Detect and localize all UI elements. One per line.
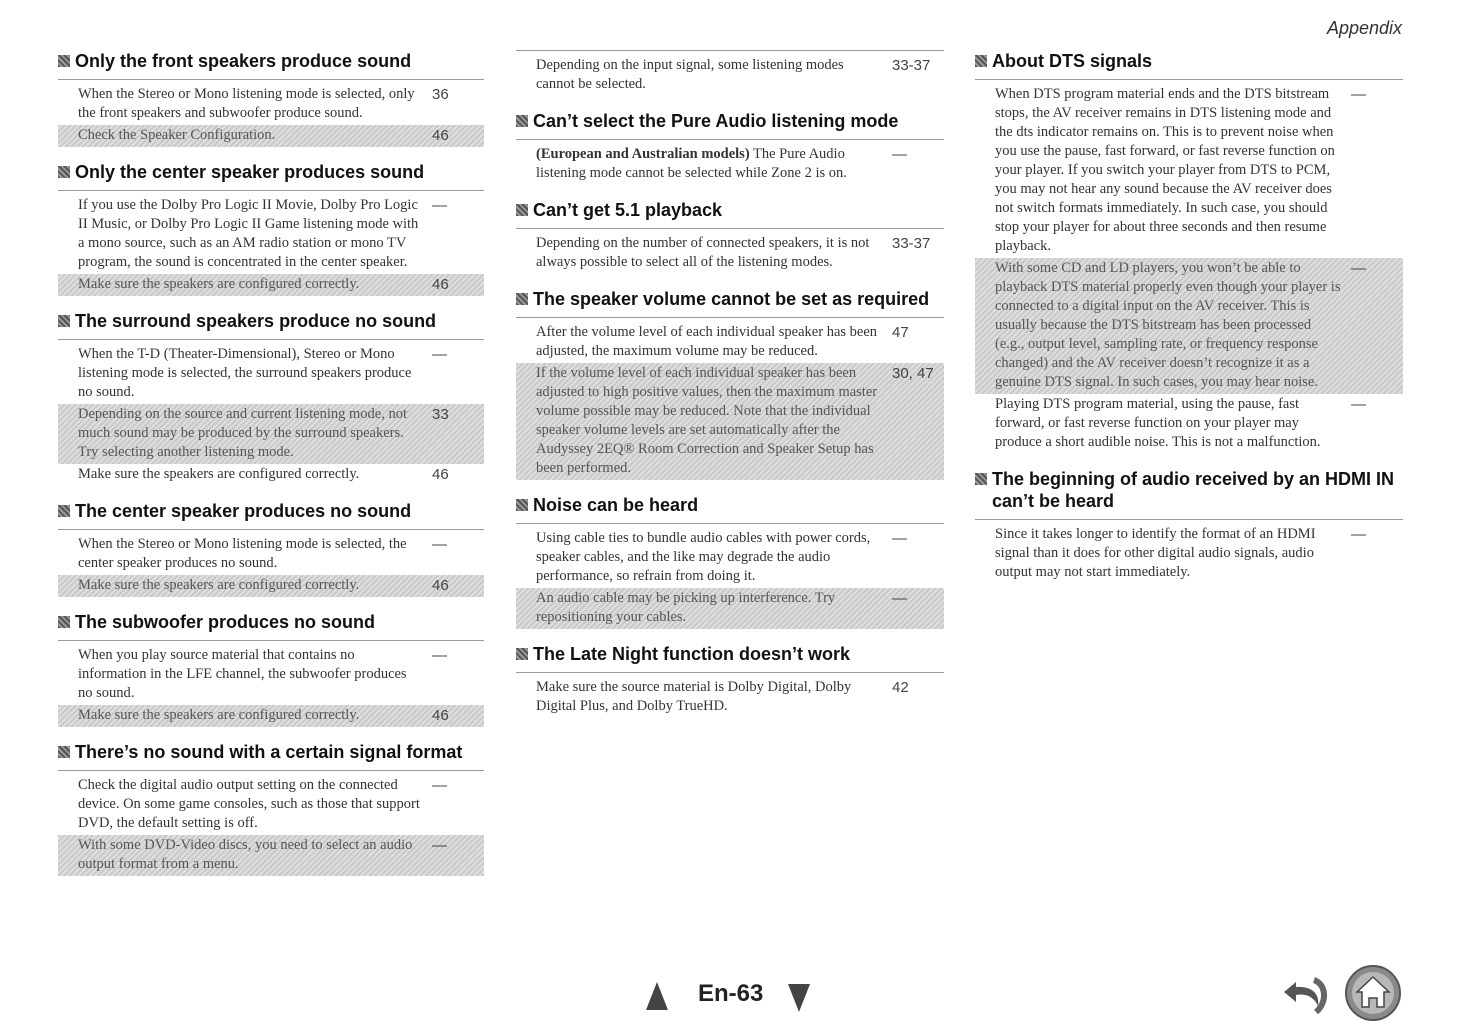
- next-page-triangle-icon[interactable]: [788, 984, 810, 1012]
- info-row: [516, 55, 944, 96]
- page-reference: 33: [432, 406, 449, 423]
- info-row: [516, 144, 944, 185]
- page-reference: 33-37: [892, 57, 931, 74]
- row-text: Depending on the number of connected speakers, it is not always possible to select all of the listening modes.: [536, 235, 870, 270]
- section-heading-text: The Late Night function doesn’t work: [533, 644, 850, 664]
- section-heading: [516, 288, 944, 318]
- info-row: [58, 534, 484, 575]
- section-heading-text: Noise can be heard: [533, 495, 699, 515]
- page-reference: —: [1351, 86, 1366, 103]
- page-reference: 46: [432, 707, 449, 724]
- section-heading: [58, 611, 484, 641]
- page-reference: 46: [432, 276, 449, 293]
- row-text: An audio cable may be picking up interference. Try repositioning your cables.: [536, 590, 836, 625]
- heading-square-icon: [516, 293, 528, 305]
- section-heading-text: Only the center speaker produces sound: [75, 162, 425, 182]
- section-label: Appendix: [1326, 18, 1402, 38]
- row-text: With some DVD-Video discs, you need to select an audio output format from a menu.: [78, 837, 413, 872]
- row-text: Check the digital audio output setting on the connected device. On some game consoles, such as those that support DVD, the default setting is off.: [78, 777, 420, 831]
- prev-page-triangle-icon[interactable]: [646, 982, 668, 1010]
- note-row: [58, 125, 484, 147]
- page-reference: —: [892, 530, 907, 547]
- troubleshooting-section: [58, 161, 484, 296]
- info-row: [516, 233, 944, 274]
- page-reference: —: [892, 146, 907, 163]
- page-reference: 46: [432, 466, 449, 483]
- row-text: If you use the Dolby Pro Logic II Movie, Dolby Pro Logic II Music, or Dolby Pro Logic II Game listening mode with a mono source, such as an AM radio station or mono TV program, the sound is concentrated in the center speaker.: [78, 197, 419, 270]
- row-text: When the Stereo or Mono listening mode is selected, only the front speakers and subwoofer produce sound.: [78, 86, 415, 121]
- row-text: When the T-D (Theater-Dimensional), Stereo or Mono listening mode is selected, the surround speakers produce no sound.: [78, 346, 412, 400]
- section-heading-text: The beginning of audio received by an HDMI IN can’t be heard: [992, 469, 1395, 511]
- column-middle: [516, 50, 944, 732]
- row-text: Using cable ties to bundle audio cables with power cords, speaker cables, and the like may degrade the audio performance, so refrain from doing it.: [536, 530, 871, 584]
- note-row: [58, 274, 484, 296]
- page-reference: —: [432, 197, 447, 214]
- row-text: Check the Speaker Configuration.: [78, 127, 276, 143]
- heading-square-icon: [58, 746, 70, 758]
- note-row: [975, 258, 1403, 394]
- note-row: [516, 588, 944, 629]
- section-heading-text: The surround speakers produce no sound: [75, 311, 437, 331]
- troubleshooting-section: [516, 110, 944, 185]
- heading-square-icon: [516, 499, 528, 511]
- page-reference: 30, 47: [892, 365, 934, 382]
- row-text: After the volume level of each individual speaker has been adjusted, the maximum volume may be reduced.: [536, 324, 878, 359]
- note-row: [58, 575, 484, 597]
- info-row: [516, 322, 944, 363]
- page-reference: —: [432, 837, 447, 854]
- row-text: Depending on the source and current listening mode, not much sound may be produced by the surround speakers. Try selecting another listening mode.: [78, 406, 407, 460]
- troubleshooting-section: [58, 611, 484, 727]
- troubleshooting-section: [516, 643, 944, 718]
- troubleshooting-section: [975, 50, 1403, 454]
- page-reference: 47: [892, 324, 909, 341]
- info-row: [58, 84, 484, 125]
- section-heading: [58, 310, 484, 340]
- info-row: [975, 524, 1403, 584]
- row-text: Make sure the speakers are configured correctly.: [78, 276, 360, 292]
- page-number: En-63: [698, 980, 764, 1007]
- back-arrow-icon[interactable]: [1282, 972, 1332, 1018]
- section-heading: [516, 199, 944, 229]
- section-heading: [516, 494, 944, 524]
- page-footer: [0, 978, 1458, 1018]
- page-reference: —: [432, 346, 447, 363]
- column-left: [58, 50, 484, 890]
- page-reference: 46: [432, 127, 449, 144]
- info-row: [58, 775, 484, 835]
- info-row: [516, 677, 944, 718]
- info-row: [975, 394, 1403, 454]
- heading-square-icon: [516, 115, 528, 127]
- row-text: Make sure the speakers are configured correctly.: [78, 577, 360, 593]
- troubleshooting-section: [58, 500, 484, 597]
- heading-square-icon: [58, 505, 70, 517]
- page-reference: —: [432, 647, 447, 664]
- section-heading: [516, 643, 944, 673]
- page-reference: 46: [432, 577, 449, 594]
- info-row: [58, 195, 484, 274]
- heading-square-icon: [516, 204, 528, 216]
- section-heading: [58, 500, 484, 530]
- row-text: Make sure the speakers are configured correctly.: [78, 466, 360, 482]
- row-text: Depending on the input signal, some listening modes cannot be selected.: [536, 57, 844, 92]
- section-heading-text: There’s no sound with a certain signal format: [75, 742, 463, 762]
- row-text: If the volume level of each individual speaker has been adjusted to high positive values, then the maximum master volume possible may be reduced. Note that the individual speaker volume levels are set automatically after the Audyssey 2EQ® Room Correction and Speaker Setup has been performed.: [536, 365, 878, 476]
- page-reference: —: [1351, 260, 1366, 277]
- home-icon[interactable]: [1344, 964, 1402, 1022]
- column-right: [975, 50, 1403, 598]
- section-heading: [58, 161, 484, 191]
- page-reference: —: [432, 777, 447, 794]
- section-heading-text: The center speaker produces no sound: [75, 501, 412, 521]
- row-text: When you play source material that contains no information in the LFE channel, the subwoofer produces no sound.: [78, 647, 407, 701]
- heading-square-icon: [58, 315, 70, 327]
- info-row: [58, 464, 484, 486]
- row-text: Playing DTS program material, using the pause, fast forward, or fast reverse function on your player may produce a short audible noise. This is not a malfunction.: [995, 396, 1321, 450]
- section-heading-text: The speaker volume cannot be set as required: [533, 289, 930, 309]
- row-text: Make sure the source material is Dolby Digital, Dolby Digital Plus, and Dolby TrueHD.: [536, 679, 852, 714]
- section-heading: [516, 110, 944, 140]
- page-reference: —: [1351, 396, 1366, 413]
- heading-square-icon: [975, 473, 987, 485]
- info-row: [58, 344, 484, 404]
- row-text-bold-prefix: (European and Australian models): [536, 146, 750, 162]
- heading-square-icon: [516, 648, 528, 660]
- troubleshooting-section: [58, 310, 484, 486]
- note-row: [58, 835, 484, 876]
- info-row: [516, 528, 944, 588]
- page-reference: 33-37: [892, 235, 931, 252]
- heading-square-icon: [58, 616, 70, 628]
- troubleshooting-section: [58, 741, 484, 876]
- row-text: Make sure the speakers are configured correctly.: [78, 707, 360, 723]
- page-reference: —: [892, 590, 907, 607]
- section-heading-text: Can’t get 5.1 playback: [533, 200, 723, 220]
- page-reference: —: [432, 536, 447, 553]
- heading-square-icon: [58, 166, 70, 178]
- page-reference: 42: [892, 679, 909, 696]
- row-text: With some CD and LD players, you won’t be able to playback DTS material properly even though your player is connected to a digital input on the AV receiver. This is usually because the DTS bitstream has been processed (e.g., output level, sampling rate, or frequency response changed) and the AV receiver doesn’t recognize it as a genuine DTS signal. In such cases, you may hear noise.: [995, 260, 1341, 390]
- note-row: [58, 705, 484, 727]
- troubleshooting-section: [975, 468, 1403, 584]
- row-text: Since it takes longer to identify the format of an HDMI signal than it does for other digital audio signals, audio output may not start immediately.: [995, 526, 1316, 580]
- section-heading-text: Only the front speakers produce sound: [75, 51, 412, 71]
- section-heading-text: Can’t select the Pure Audio listening mode: [533, 111, 899, 131]
- troubleshooting-section: [58, 50, 484, 147]
- info-row: [58, 645, 484, 705]
- troubleshooting-section: [516, 288, 944, 480]
- note-row: [58, 404, 484, 464]
- section-heading: [58, 741, 484, 771]
- row-text: When the Stereo or Mono listening mode is selected, the center speaker produces no sound.: [78, 536, 407, 571]
- info-row: [975, 84, 1403, 258]
- row-text-body: The Pure Audio listening mode cannot be selected while Zone 2 is on.: [536, 146, 847, 181]
- page-reference: 36: [432, 86, 449, 103]
- section-heading-text: About DTS signals: [992, 51, 1153, 71]
- troubleshooting-section: [516, 494, 944, 629]
- continued-section: [516, 50, 944, 96]
- note-row: [516, 363, 944, 480]
- section-heading: [975, 50, 1403, 80]
- heading-square-icon: [975, 55, 987, 67]
- section-heading: [975, 468, 1403, 520]
- row-text: [536, 145, 892, 183]
- page-reference: —: [1351, 526, 1366, 543]
- section-heading-text: The subwoofer produces no sound: [75, 612, 376, 632]
- troubleshooting-section: [516, 199, 944, 274]
- heading-square-icon: [58, 55, 70, 67]
- row-text: When DTS program material ends and the DTS bitstream stops, the AV receiver remains in DTS listening mode and the dts indicator remains on. This is to prevent noise when you use the pause, fast forward, or fast reverse function on your player. If you switch your player from DTS to PCM, you may not hear any sound because the AV receiver does not switch formats immediately. In such case, you should stop your player for about three seconds and then resume playback.: [995, 86, 1335, 254]
- section-heading: [58, 50, 484, 80]
